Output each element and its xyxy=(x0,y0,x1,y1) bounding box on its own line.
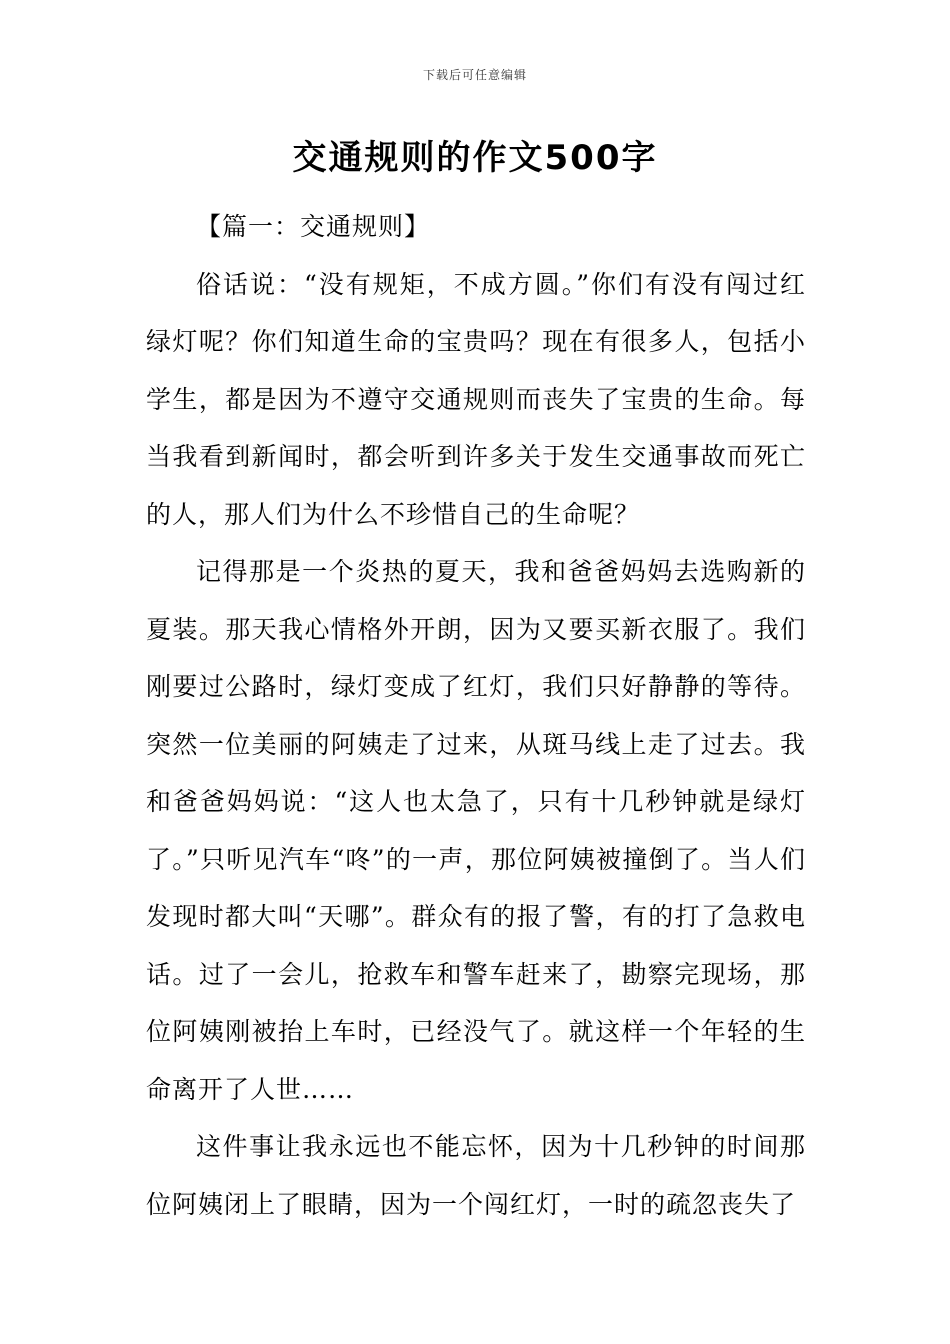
paragraph-3: 这件事让我永远也不能忘怀，因为十几秒钟的时间那位阿姨闭上了眼睛，因为一个闯红灯，一时的疏忽丧失了 xyxy=(146,1132,806,1219)
paragraph-2: 记得那是一个炎热的夏天，我和爸爸妈妈去选购新的夏装。那天我心情格外开朗，因为又要买新衣服了。我们刚要过公路时，绿灯变成了红灯，我们只好静静的等待。突然一位美丽的阿姨走了过来，从斑马线上走了过去。我和爸爸妈妈说：“这人也太急了，只有十几秒钟就是绿灯了。”只听见汽车“咚”的一声，那位阿姨被撞倒了。当人们发现时都大叫“天哪”。群众有的报了警，有的打了急救电话。过了一会儿，抢救车和警车赶来了，勘察完现场，那位阿姨刚被抬上车时，已经没气了。就这样一个年轻的生命离开了人世…… xyxy=(146,557,806,1104)
section-heading: 【篇一：交通规则】 xyxy=(196,212,431,241)
paragraph-1: 俗话说：“没有规矩，不成方圆。”你们有没有闯过红绿灯呢？你们知道生命的宝贵吗？现在有很多人，包括小学生，都是因为不遵守交通规则而丧失了宝贵的生命。每当我看到新闻时，都会听到许多关于发生交通事故而死亡的人，那人们为什么不珍惜自己的生命呢？ xyxy=(146,269,806,529)
document-title: 交通规则的作文500字 xyxy=(292,138,658,178)
document-body xyxy=(146,198,806,1233)
header-note: 下载后可任意编辑 xyxy=(422,68,527,82)
